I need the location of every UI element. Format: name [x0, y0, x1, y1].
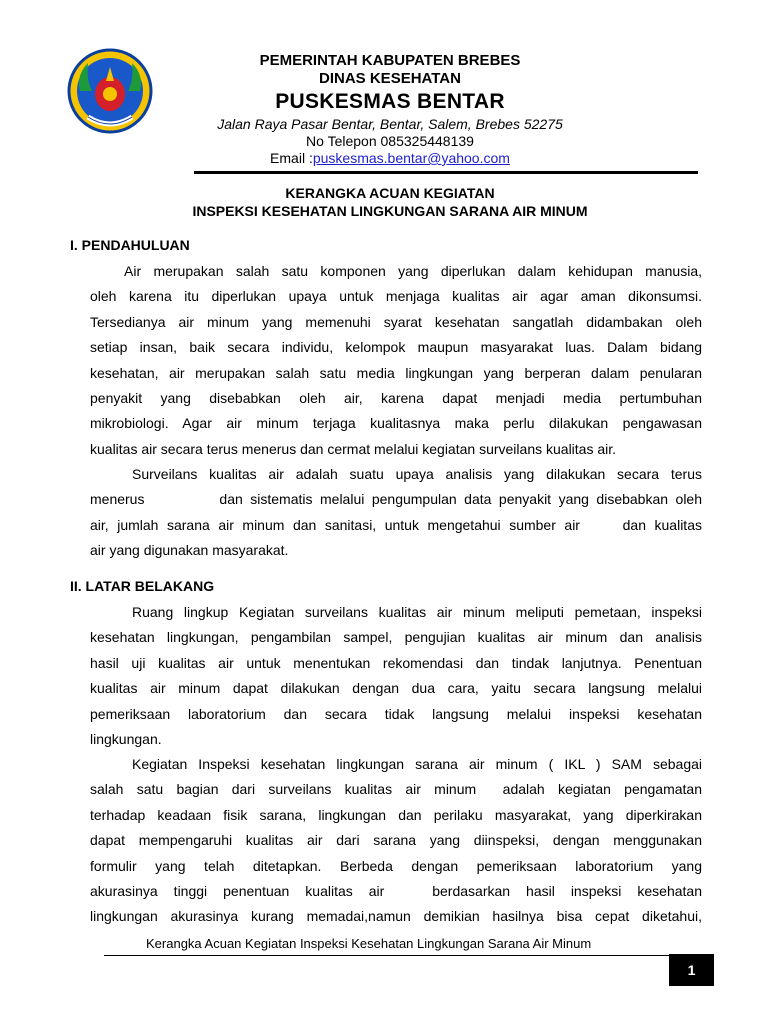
text-line: lingkungan. — [90, 731, 162, 748]
text-line: hasil uji kualitas air untuk menentukan rekomendasi dan tindak lanjutnya. Penentuan — [90, 654, 702, 671]
text-line: kualitas air minum dapat dilakukan dengan dua cara, yaitu secara langsung melalui — [90, 680, 702, 697]
text-line: Surveilans kualitas air adalah suatu upaya analisis yang dilakukan secara terus — [132, 466, 702, 482]
text-line: lingkungan akurasinya kurang memadai,namun demikian hasilnya bisa cepat diketahui, — [90, 908, 702, 925]
document-title: KERANGKA ACUAN KEGIATAN — [285, 185, 495, 201]
paragraph — [90, 600, 702, 752]
email-line — [150, 150, 630, 166]
text-line: Kegiatan Inspeksi kesehatan lingkungan sarana air minum ( IKL ) SAM sebagai — [132, 756, 702, 772]
email-link[interactable]: puskesmas.bentar@yahoo.com — [312, 150, 510, 166]
text-line: oleh karena itu diperlukan upaya untuk menjaga kualitas air agar aman dikonsumsi. — [90, 288, 702, 305]
text-line: kualitas air secara terus menerus dan cermat melalui kegiatan surveilans kualitas air. — [90, 440, 617, 457]
text-line: setiap insan, baik secara individu, kelompok maupun masyarakat luas. Dalam bidang — [90, 339, 702, 356]
page-footer: Kerangka Acuan Kegiatan Inspeksi Kesehatan Lingkungan Sarana Air Minum — [146, 936, 592, 951]
text-line: mikrobiologi. Agar air minum terjaga kualitasnya maka perlu dilakukan pengawasan — [90, 415, 702, 432]
text-line: kesehatan lingkungan, pengambilan sampel, pengujian kualitas air minum dan analisis — [90, 629, 702, 646]
text-line: penyakit yang disebabkan oleh air, karena dapat menjadi media pertumbuhan — [90, 390, 702, 407]
text-line: dapat mempengaruhi kualitas air dari sarana yang diinspeksi, dengan menggunakan — [90, 832, 702, 849]
department-name: DINAS KESEHATAN — [319, 70, 461, 87]
text-line: akurasinya tinggi penentuan kualitas air berdasarkan hasil inspeksi kesehatan — [90, 883, 702, 900]
paragraph — [90, 752, 702, 930]
page-number: 1 — [669, 954, 714, 986]
text-line: air yang digunakan masyarakat. — [90, 542, 289, 559]
text-line: air, jumlah sarana air minum dan sanitasi, untuk mengetahui sumber air dan kualitas — [90, 516, 702, 533]
paragraph — [90, 259, 702, 462]
email-label: Email : — [270, 150, 313, 166]
text-line: formulir yang telah ditetapkan. Berbeda dengan pemeriksaan laboratorium yang — [90, 857, 702, 874]
text-line: salah satu bagian dari surveilans kualitas air minum adalah kegiatan pengamatan — [90, 781, 702, 798]
phone: No Telepon 085325448139 — [306, 133, 474, 149]
text-line: Ruang lingkup Kegiatan surveilans kualitas air minum meliputi pemetaan, inspeksi — [132, 604, 702, 620]
paragraph — [90, 462, 702, 564]
address: Jalan Raya Pasar Bentar, Bentar, Salem, Brebes 52275 — [217, 116, 563, 132]
text-line: menerus dan sistematis melalui pengumpulan data penyakit yang disebabkan oleh — [90, 491, 702, 508]
section-heading-pendahuluan: I. PENDAHULUAN — [70, 237, 190, 253]
text-line: Tersedianya air minum yang memenuhi syarat kesehatan sangatlah didambakan oleh — [90, 313, 702, 330]
text-line: terhadap keadaan fisik sarana, lingkungan dan perilaku masyarakat, yang diperkirakan — [90, 806, 702, 823]
brebes-regency-logo — [66, 47, 154, 135]
agency-name: PEMERINTAH KABUPATEN BREBES — [259, 52, 521, 69]
letterhead-rule — [194, 171, 698, 174]
document-subtitle: INSPEKSI KESEHATAN LINGKUNGAN SARANA AIR MINUM — [192, 203, 588, 219]
text-line: Air merupakan salah satu komponen yang diperlukan dalam kehidupan manusia, — [124, 263, 702, 279]
institution-name: PUSKESMAS BENTAR — [275, 90, 505, 113]
text-line: kesehatan, air merupakan salah satu media lingkungan yang berperan dalam penularan — [90, 364, 702, 381]
footer-rule — [104, 955, 710, 956]
text-line: pemeriksaan laboratorium dan secara tidak langsung melalui inspeksi kesehatan — [90, 705, 702, 722]
section-heading-latar-belakang: II. LATAR BELAKANG — [70, 578, 215, 594]
